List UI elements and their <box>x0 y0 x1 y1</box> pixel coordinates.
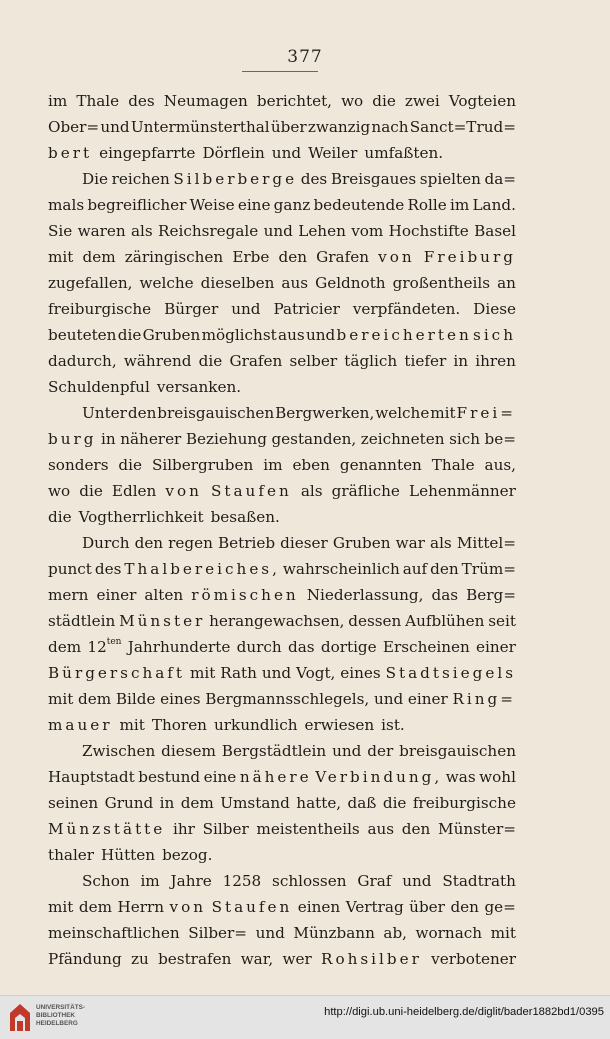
word: Erscheinen <box>382 638 470 656</box>
word: Vertrag <box>345 898 404 916</box>
word: mit <box>48 248 74 266</box>
word: Bürger <box>164 300 219 318</box>
word: die <box>79 482 103 500</box>
text-line <box>48 166 516 192</box>
word: diesem <box>161 742 216 760</box>
text-line <box>48 816 516 842</box>
word: Die <box>82 170 109 188</box>
word: beuteten <box>48 326 117 344</box>
word: Vogtherrlichkeit <box>78 508 204 526</box>
word: Basel <box>474 222 516 240</box>
word: Münster <box>119 612 206 630</box>
word: mit <box>48 898 74 916</box>
text-line <box>48 296 516 322</box>
word: Dörflein <box>202 144 265 162</box>
text-line <box>48 478 516 504</box>
word: sich <box>449 430 481 448</box>
word: den <box>450 898 479 916</box>
word: und <box>261 664 292 682</box>
word: Aufblühen <box>405 612 485 630</box>
text-line <box>48 790 516 816</box>
word: Weiler <box>308 144 358 162</box>
word: herangewachsen, <box>209 612 345 630</box>
word: wo <box>341 92 364 110</box>
word: Umstand <box>220 794 290 812</box>
word: welche <box>375 404 430 422</box>
text-line <box>48 842 516 868</box>
word: Neumagen <box>163 92 248 110</box>
word: Bergwerken, <box>275 404 375 422</box>
word: an <box>497 274 516 292</box>
word: römischen <box>191 586 299 604</box>
text-line <box>48 400 516 426</box>
library-name-line: UNIVERSITÄTS- <box>36 1004 85 1011</box>
word: Jahrhunderte <box>127 638 231 656</box>
word: mit <box>189 664 216 682</box>
word: mit <box>119 716 145 734</box>
word: waren <box>77 222 126 240</box>
text-line <box>48 530 516 556</box>
word: genannten <box>339 456 422 474</box>
word: Schuldenpful <box>48 378 150 396</box>
word: berichtet, <box>256 92 332 110</box>
text-line <box>48 608 516 634</box>
word: in <box>453 352 469 370</box>
word: Edlen <box>111 482 157 500</box>
word: Silbergruben <box>151 456 254 474</box>
word: Staufen <box>211 482 292 500</box>
word: Sanct=Trud= <box>409 118 516 136</box>
ordinal-superscript: ten <box>106 636 122 647</box>
word: dem <box>180 794 214 812</box>
word: die <box>118 456 142 474</box>
word: regen <box>168 534 213 552</box>
word: dem <box>78 898 112 916</box>
text-line <box>48 140 516 166</box>
word: seinen <box>48 794 99 812</box>
word: und <box>271 144 302 162</box>
word: dessen <box>348 612 402 630</box>
word: Land. <box>472 196 516 214</box>
word: des <box>300 170 328 188</box>
word: sonders <box>48 456 109 474</box>
word: welche <box>139 274 194 292</box>
word: Bilde <box>115 690 156 708</box>
word: die <box>48 508 72 526</box>
word: Unter <box>82 404 127 422</box>
word: ist. <box>381 716 405 734</box>
word: wer <box>282 950 312 968</box>
word: bert <box>48 144 93 162</box>
text-line <box>48 738 516 764</box>
word: über <box>409 898 445 916</box>
word: des <box>128 92 155 110</box>
word: zäringischen <box>124 248 224 266</box>
text-line <box>48 764 516 790</box>
word: ganz <box>273 196 311 214</box>
word: bereicherten <box>336 326 472 344</box>
word: Bergstädtlein <box>221 742 327 760</box>
word: zwei <box>404 92 440 110</box>
word: versanken. <box>156 378 242 396</box>
word: breisgauischen <box>157 404 275 422</box>
text-line <box>48 452 516 478</box>
word: gestanden, <box>271 430 357 448</box>
word: und <box>332 742 362 760</box>
page-number: 377 <box>287 47 323 67</box>
word: freiburgische <box>412 794 516 812</box>
text-line <box>48 88 516 114</box>
text-line <box>48 322 516 348</box>
word: und <box>100 118 130 136</box>
word: als <box>131 222 153 240</box>
word: ihren <box>475 352 516 370</box>
word: eingepfarrte <box>99 144 196 162</box>
word: $12^{ten}$ <box>87 636 122 656</box>
word: war, <box>240 950 274 968</box>
word: mern <box>48 586 89 604</box>
word: spielten <box>419 170 481 188</box>
word: und <box>402 872 432 890</box>
word: Reichsregale <box>158 222 259 240</box>
word: Geldnoth <box>315 274 386 292</box>
text-line <box>48 374 516 400</box>
word: Beziehung <box>185 430 267 448</box>
text-line <box>48 426 516 452</box>
word: Breisgaues <box>330 170 417 188</box>
word: Niederlassung, <box>306 586 424 604</box>
word: Erbe <box>232 248 270 266</box>
word: eine <box>237 196 271 214</box>
word: im <box>140 872 160 890</box>
text-line <box>48 712 516 738</box>
word: Zwischen <box>82 742 156 760</box>
word: Mittel= <box>456 534 516 552</box>
word: und <box>373 690 404 708</box>
word: die <box>382 794 407 812</box>
word: Thale <box>76 92 120 110</box>
word: städtlein <box>48 612 116 630</box>
word: den <box>430 560 459 578</box>
word: aus <box>278 326 305 344</box>
library-name <box>36 1004 85 1028</box>
word: mit <box>490 924 516 942</box>
word: Silber= <box>188 924 248 942</box>
word: eine <box>203 768 237 786</box>
word: im <box>263 456 283 474</box>
word: Vogt, <box>296 664 336 682</box>
word: Grafen <box>316 248 369 266</box>
word: Weise <box>189 196 235 214</box>
word: schlossen <box>272 872 347 890</box>
word: Silber <box>202 820 249 838</box>
word: Freiburg <box>423 248 516 266</box>
word: Thoren <box>151 716 207 734</box>
word: Diese <box>473 300 516 318</box>
word: Ober= <box>48 118 100 136</box>
text-line <box>48 192 516 218</box>
word: die <box>117 326 142 344</box>
word: näherer <box>120 430 182 448</box>
word: von <box>169 898 207 916</box>
word: wo <box>48 482 71 500</box>
word: das <box>431 586 459 604</box>
text-line <box>48 218 516 244</box>
word: Grund <box>104 794 154 812</box>
word: mit <box>48 690 74 708</box>
word: hatte, <box>296 794 342 812</box>
word: Silberberge <box>173 170 298 188</box>
word: die <box>198 352 223 370</box>
word: den <box>401 820 431 838</box>
text-line <box>48 348 516 374</box>
word: bedeutende <box>313 196 405 214</box>
word: Ring= <box>452 690 516 708</box>
word: ab, <box>383 924 407 942</box>
word: zwanzig <box>307 118 371 136</box>
word: Hütten <box>101 846 156 864</box>
word: möglichst <box>201 326 277 344</box>
footer-bar <box>0 995 610 1039</box>
word: eines <box>160 690 201 708</box>
word: täglich <box>344 352 398 370</box>
word: tiefer <box>404 352 447 370</box>
word: nähere <box>239 768 312 786</box>
word: und <box>305 326 336 344</box>
text-line <box>48 582 516 608</box>
word: Patricier <box>273 300 340 318</box>
word: da= <box>484 170 516 188</box>
word: Rath <box>220 664 257 682</box>
library-logo-icon[interactable] <box>7 1001 33 1033</box>
word: wahrscheinlich <box>282 560 400 578</box>
word: burg <box>48 430 97 448</box>
word: Herrn <box>117 898 165 916</box>
word: Stadtrath <box>442 872 516 890</box>
word: thaler <box>48 846 95 864</box>
word: und <box>231 300 261 318</box>
word: Hochstifte <box>388 222 469 240</box>
word: einer <box>476 638 516 656</box>
word: Durch <box>82 534 130 552</box>
word: Rolle <box>407 196 447 214</box>
body-text <box>48 88 516 972</box>
word: Betrieb <box>218 534 276 552</box>
word: dieser <box>280 534 328 552</box>
word: Münzbann <box>293 924 375 942</box>
word: sich <box>473 326 516 344</box>
word: im <box>449 196 470 214</box>
word: eines <box>340 664 381 682</box>
word: bestund <box>138 768 201 786</box>
word: aus <box>281 274 309 292</box>
text-line <box>48 244 516 270</box>
word: Jahre <box>170 872 212 890</box>
library-name-line: BIBLIOTHEK <box>36 1012 76 1019</box>
word: ge= <box>484 898 516 916</box>
word: und <box>263 222 293 240</box>
word: in <box>101 430 116 448</box>
word: Gruben <box>142 326 201 344</box>
text-line <box>48 660 516 686</box>
text-line <box>48 868 516 894</box>
word: Frei= <box>456 404 516 422</box>
word: die <box>372 92 396 110</box>
word: Thale <box>431 456 475 474</box>
word: Bürgerschaft <box>48 664 186 682</box>
word: während <box>123 352 192 370</box>
word: einer <box>407 690 448 708</box>
text-line <box>48 894 516 920</box>
word: war <box>395 534 425 552</box>
word: der <box>367 742 394 760</box>
word: verpfändeten. <box>352 300 461 318</box>
word: mauer <box>48 716 113 734</box>
word: 1258 <box>222 872 262 890</box>
text-line <box>48 504 516 530</box>
word: dem <box>48 638 82 656</box>
word: umfaßten. <box>364 144 444 162</box>
word: als <box>300 482 323 500</box>
word: besaßen. <box>210 508 280 526</box>
word: zugefallen, <box>48 274 133 292</box>
word: Staufen <box>211 898 293 916</box>
word: aus <box>367 820 395 838</box>
word: Berg= <box>466 586 516 604</box>
word: urkundlich <box>213 716 298 734</box>
word: Untermünsterthal <box>130 118 270 136</box>
word: be= <box>484 430 516 448</box>
word: Vogteien <box>448 92 516 110</box>
word: meinschaftlichen <box>48 924 180 942</box>
word: Pfändung <box>48 950 122 968</box>
word: Graf <box>357 872 392 890</box>
word: selber <box>289 352 338 370</box>
word: Münster= <box>438 820 516 838</box>
word: dieselben <box>200 274 275 292</box>
word: als <box>430 534 452 552</box>
word: einen <box>297 898 341 916</box>
word: punct <box>48 560 92 578</box>
word: verbotener <box>431 950 516 968</box>
word: Gruben <box>332 534 391 552</box>
word: auf <box>402 560 428 578</box>
text-line <box>48 556 516 582</box>
text-line <box>48 920 516 946</box>
word: von <box>378 248 415 266</box>
word: großentheils <box>392 274 491 292</box>
text-line <box>48 114 516 140</box>
word: Münzstätte <box>48 820 166 838</box>
word: daß <box>347 794 377 812</box>
word: begreiflicher <box>87 196 187 214</box>
word: den <box>127 404 157 422</box>
word: durch <box>236 638 282 656</box>
word: erwiesen <box>304 716 375 734</box>
text-line <box>48 946 516 972</box>
word: des <box>94 560 122 578</box>
word: Lehenmänner <box>409 482 516 500</box>
text-line <box>48 686 516 712</box>
word: von <box>165 482 202 500</box>
word: Thalbereiches, <box>124 560 280 578</box>
word: Sie <box>48 222 73 240</box>
word: über <box>270 118 307 136</box>
word: eben <box>292 456 330 474</box>
word: wornach <box>415 924 483 942</box>
word: aus, <box>484 456 516 474</box>
word: Trüm= <box>461 560 516 578</box>
word: mit <box>430 404 456 422</box>
word: zeichneten <box>360 430 445 448</box>
word: das <box>287 638 315 656</box>
word: dem <box>78 690 112 708</box>
text-line <box>48 270 516 296</box>
word: meistentheils <box>256 820 360 838</box>
word: dem <box>82 248 116 266</box>
word: ihr <box>172 820 195 838</box>
word: im <box>48 92 68 110</box>
library-name-line: HEIDELBERG <box>36 1020 78 1027</box>
word: nach <box>371 118 409 136</box>
word: den <box>134 534 164 552</box>
word: und <box>255 924 285 942</box>
text-line <box>48 634 516 660</box>
page-number-rule <box>242 71 318 72</box>
word: freiburgische <box>48 300 152 318</box>
word: zu <box>130 950 149 968</box>
word: den <box>278 248 308 266</box>
word: Stadtsiegels <box>385 664 516 682</box>
word: einer <box>96 586 137 604</box>
permalink-url[interactable]: http://digi.ub.uni-heidelberg.de/diglit/bader1882bd1/0395 <box>324 1006 604 1018</box>
word: wohl <box>479 768 516 786</box>
word: mals <box>48 196 85 214</box>
word: Verbindung, <box>315 768 443 786</box>
word: Schon <box>82 872 130 890</box>
word: Hauptstadt <box>48 768 135 786</box>
word: gräfliche <box>331 482 400 500</box>
word: vom <box>351 222 384 240</box>
word: Grafen <box>229 352 283 370</box>
word: bestrafen <box>158 950 232 968</box>
word: dadurch, <box>48 352 117 370</box>
word: Bergmannsschlegels, <box>205 690 370 708</box>
word: Lehen <box>298 222 346 240</box>
word: in <box>159 794 175 812</box>
word: seit <box>488 612 516 630</box>
word: bezog. <box>162 846 213 864</box>
word: breisgauischen <box>399 742 516 760</box>
word: Rohsilber <box>321 950 422 968</box>
word: was <box>445 768 476 786</box>
word: dortige <box>320 638 377 656</box>
word: reichen <box>111 170 170 188</box>
word: alten <box>144 586 184 604</box>
